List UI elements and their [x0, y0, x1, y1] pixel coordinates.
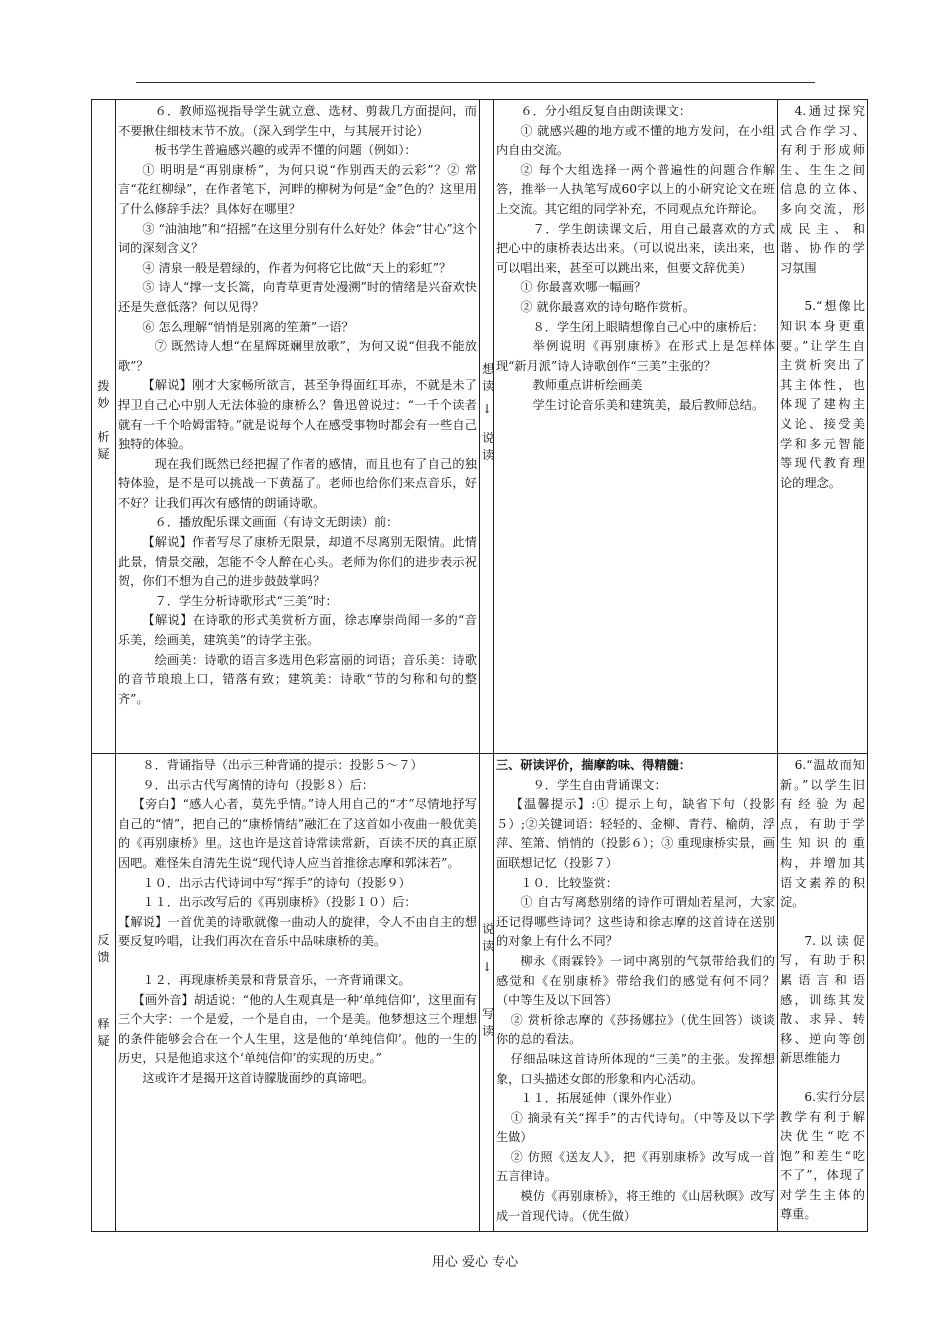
stage-label-cell [92, 100, 116, 754]
paragraph: ④ 清泉一般是碧绿的，作者为何将它比做“天上的彩虹”？ [142, 260, 452, 275]
paragraph: 这或许才是揭开这首诗朦胧面纱的真谛吧。 [142, 1070, 374, 1085]
paragraph: ⑤ 诗人“撑一支长篙，向青草更青处漫溯”时的情绪是兴奋欢快还是失意低落？何以见得？ [118, 280, 477, 314]
stage-label-char [94, 412, 113, 429]
stage-label-cell [92, 754, 116, 1232]
paragraph: 绘画美：诗歌的语言多选用色彩富丽的词语；音乐美：诗歌的音节琅琅上口，错落有致；建筑美：诗歌“节的匀称和句的整齐”。 [118, 652, 477, 706]
paragraph: ② 仿照《送友人》，把《再别康桥》改写成一首五言律诗。 [496, 1149, 775, 1184]
paragraph: １１．拓展延伸（课外作业） [520, 1091, 679, 1106]
paragraph: 4.通过探究式合作学习、有利于形成师生、生生之间信息的立体、多向交流，形成民主、和谐、协作的学习氛围 [780, 104, 865, 275]
paragraph: ６．播放配乐课文画面（有诗文无朗读）前： [154, 515, 399, 530]
paragraph: 模仿《再别康桥》，将王维的《山居秋暝》改写成一首现代诗。（优生做） [496, 1189, 775, 1223]
paragraph: ② 赏析徐志摩的《莎扬娜拉》（优生回答）谈谈你的总的看法。 [496, 1012, 775, 1047]
method-char [482, 418, 491, 430]
paragraph: 【解说】作者写尽了康桥无限景，却道不尽离别无限情。此情此景，情景交融，怎能不令人醉在心头。老师为你们的进步表示祝贺，你们不想为自己的进步鼓鼓掌吗？ [118, 535, 477, 589]
lesson-plan-table [91, 99, 868, 1232]
stage-label-char: 妙 [97, 396, 110, 410]
paragraph: 现在我们既然已经把握了作者的感情，而且也有了自己的独特体验，是不是可以挑战一下黄磊了。老师也给你们来点音乐，好不好？让我们再次有感情的朗诵诗歌。 [118, 456, 477, 510]
paragraph: ② 就你最喜欢的诗句略作赏析。 [520, 299, 695, 314]
method-char: 读 [482, 1024, 495, 1038]
stage-label-char [94, 966, 113, 996]
stage-label-char: 释 [97, 1017, 110, 1031]
method-char: 读 [482, 379, 495, 393]
paragraph: １０．出示古代诗词中写“挥手”的诗句（投影９） [142, 875, 411, 890]
paragraph: 学生讨论音乐美和建筑美，最后教师总结。 [532, 397, 765, 412]
method-char: 说 [482, 922, 495, 936]
paragraph: ⑦ 既然诗人想“在星辉斑斓里放歌”，为何又说“但我不能放歌”？ [118, 339, 477, 373]
paragraph: 【解说】一首优美的诗歌就像一曲动人的旋律，令人不由自主的想要反复吟唱，让我们再次在音乐中品味康桥的美。 [118, 914, 477, 949]
stage-label-char: 馈 [97, 950, 110, 964]
paragraph: 7.以读促写，有助于积累语言和语感，训练其发散、求异、转移、逆向等创新思维能力 [780, 933, 865, 1066]
design-intent-cell [778, 100, 868, 754]
method-char: 想 [482, 362, 495, 376]
paragraph: 【温馨提示】:① 提示上句，缺省下句（投影５）;②关键词语：轻轻的、金柳、青荇、榆荫，浮萍、笙箫、悄悄的（投影６）；③ 重现康桥实景，画面联想记忆（投影７） [496, 797, 775, 870]
paragraph: 三、研读评价，揣摩韵味、得精髓： [496, 758, 691, 772]
paragraph: 6.实行分层教学有利于解决优生“吃不饱”和差生“吃不了”，体现了对学生主体的尊重。 [780, 1089, 865, 1222]
method-char [482, 976, 491, 1006]
method-char: 读 [482, 448, 495, 462]
paragraph: 板书学生普遍感兴趣的或弄不懂的问题（例如）： [154, 143, 417, 158]
paragraph: ７．学生分析诗歌形式“三美”时： [154, 593, 338, 608]
paragraph: ９．出示古代写离情的诗句（投影８）后： [142, 777, 374, 792]
header-rule [136, 82, 815, 83]
method-char: 说 [482, 431, 495, 445]
paragraph: 【解说】刚才大家畅所欲言，甚至争得面红耳赤，不就是未了捍卫自己心中别人无法体验的康桥么？鲁迅曾说过：“一千个读者就有一千个哈姆雷特。”就是说每个人在感受事物时都会有一些自己独特的体验。 [118, 378, 477, 452]
paragraph: 5.“想像比知识本身更重要。”让学生自主赏析突出了其主体性，也体现了建构主义论、接受美学和多元智能等现代教育理论的理念。 [780, 299, 865, 490]
method-char: 读 [482, 939, 495, 953]
paragraph: 【旁白】“感人心者，莫先乎情。”诗人用自己的“才”尽情地抒写自己的“情”，把自己的“康桥情结”融汇在了这首如小夜曲一般优美的《再别康桥》里。这也许是这首诗常读常新，百读不厌的真正原因吧。难怪朱自清先生说“现代诗人应当首推徐志摩和郭沫若”。 [118, 797, 477, 870]
paragraph: １０．比较鉴赏： [520, 875, 618, 890]
student-activity-cell [494, 754, 778, 1232]
method-cell [480, 754, 494, 1232]
stage-label-char: 疑 [97, 447, 110, 461]
paragraph [118, 952, 477, 971]
teacher-activity-cell [116, 100, 480, 754]
paragraph: ① 自古写离愁别绪的诗作可谓灿若星河，大家还记得哪些诗词？这些诗和徐志摩的这首诗在送别的对象上有什么不同？ [496, 895, 775, 949]
paragraph: ① 就感兴趣的地方或不懂的地方发问，在小组内自由交流。 [496, 123, 775, 158]
paragraph [780, 278, 865, 297]
paragraph: ③ “油油地”和“招摇”在这里分别有什么好处？体会“甘心”这个词的深刻含义？ [118, 221, 477, 256]
stage-label-char: 疑 [97, 1034, 110, 1048]
paragraph: ① 摘录有关“挥手”的古代诗句。（中等及以下学生做） [496, 1110, 775, 1145]
arrow-down-icon: ↓ [482, 960, 493, 974]
paragraph: ⑥ 怎么理解“悄悄是别离的笙萧”一语？ [142, 319, 354, 334]
paragraph: 举例说明《再别康桥》在形式上是怎样体现“新月派”诗人诗歌创作“三美”主张的？ [496, 339, 775, 373]
paragraph: 6.“温故而知新。”以学生旧有经验为起点，有助于学生知识的重构，并增加其语文素养的积淀。 [780, 758, 865, 910]
stage-label-char: 反 [97, 933, 110, 947]
paragraph: 柳永《雨霖铃》一词中离别的气氛带给我们的感觉和《在别康桥》带给我们的感觉有何不同？（中等生及以下回答） [496, 953, 775, 1008]
table-row [92, 754, 868, 1232]
stage-label-char: 析 [97, 430, 110, 444]
paragraph: ② 每个大组选择一两个普遍性的问题合作解答，推举一人执笔写成60字以上的小研究论文在班上交流。其它组的同学补充，不同观点允许辩论。 [496, 162, 775, 216]
paragraph: 仔细品味这首诗所体现的“三美”的主张。发挥想象，口头描述女郎的形象和内心活动。 [496, 1051, 775, 1086]
paragraph [780, 913, 865, 932]
paragraph: 教师重点讲析绘画美 [532, 378, 643, 393]
method-char: 写 [482, 1007, 495, 1021]
paragraph: ８．背诵指导（出示三种背诵的提示：投影５～７） [142, 758, 423, 772]
paragraph: ６．分小组反复自由朗读课文： [520, 104, 692, 118]
table-row [92, 100, 868, 754]
paragraph: 【画外音】胡适说：“他的人生观真是一种‘单纯信仰’，这里面有三个大字：一个是爱，一个是自由，一个是美。他梦想这三个理想的条件能够会合在一个人生里，这是他的‘单纯信仰’。他的一生的历史，只是他追求这个‘单纯信仰’的实现的历史。” [118, 992, 477, 1066]
method-cell [480, 100, 494, 754]
paragraph: ９．学生自由背诵课文： [532, 777, 667, 792]
paragraph: ① 明明是“再别康桥”，为何只说“作别西天的云彩”？② 常言“花红柳绿”，在作者笔下，河畔的柳树为何是“金”色的？这里用了什么修辞手法？具体好在哪里？ [118, 162, 477, 216]
student-activity-cell [494, 100, 778, 754]
stage-label-char: 拨 [97, 379, 110, 393]
arrow-down-icon: ↓ [482, 402, 493, 416]
paragraph: ① 你最喜欢哪一幅画？ [520, 280, 647, 295]
stage-label-char [94, 996, 113, 1016]
paragraph: ６．教师巡视指导学生就立意、选材、剪裁几方面提问，而不要揪住细枝末节不放。（深入到学生中，与其展开讨论） [118, 104, 477, 138]
paragraph: ７．学生朗读课文后，用自己最喜欢的方式把心中的康桥表达出来。（可以说出来，读出来，也可以唱出来，甚至可以跳出来，但要文辞优美） [496, 221, 775, 275]
paragraph: ８．学生闭上眼睛想像自己心中的康桥后： [532, 319, 765, 334]
paragraph: １２．再现康桥美景和背景音乐，一齐背诵课文。 [142, 972, 411, 987]
paragraph: １１．出示改写后的《再别康桥》（投影１０）后： [142, 895, 417, 910]
teacher-activity-cell [116, 754, 480, 1232]
design-intent-cell [778, 754, 868, 1232]
paragraph: 【解说】在诗歌的形式美赏析方面，徐志摩崇尚闻一多的“音乐美，绘画美，建筑美”的诗学主张。 [118, 613, 477, 648]
paragraph [780, 1069, 865, 1088]
page-footer: 用心 爱心 专心 [431, 1255, 519, 1270]
